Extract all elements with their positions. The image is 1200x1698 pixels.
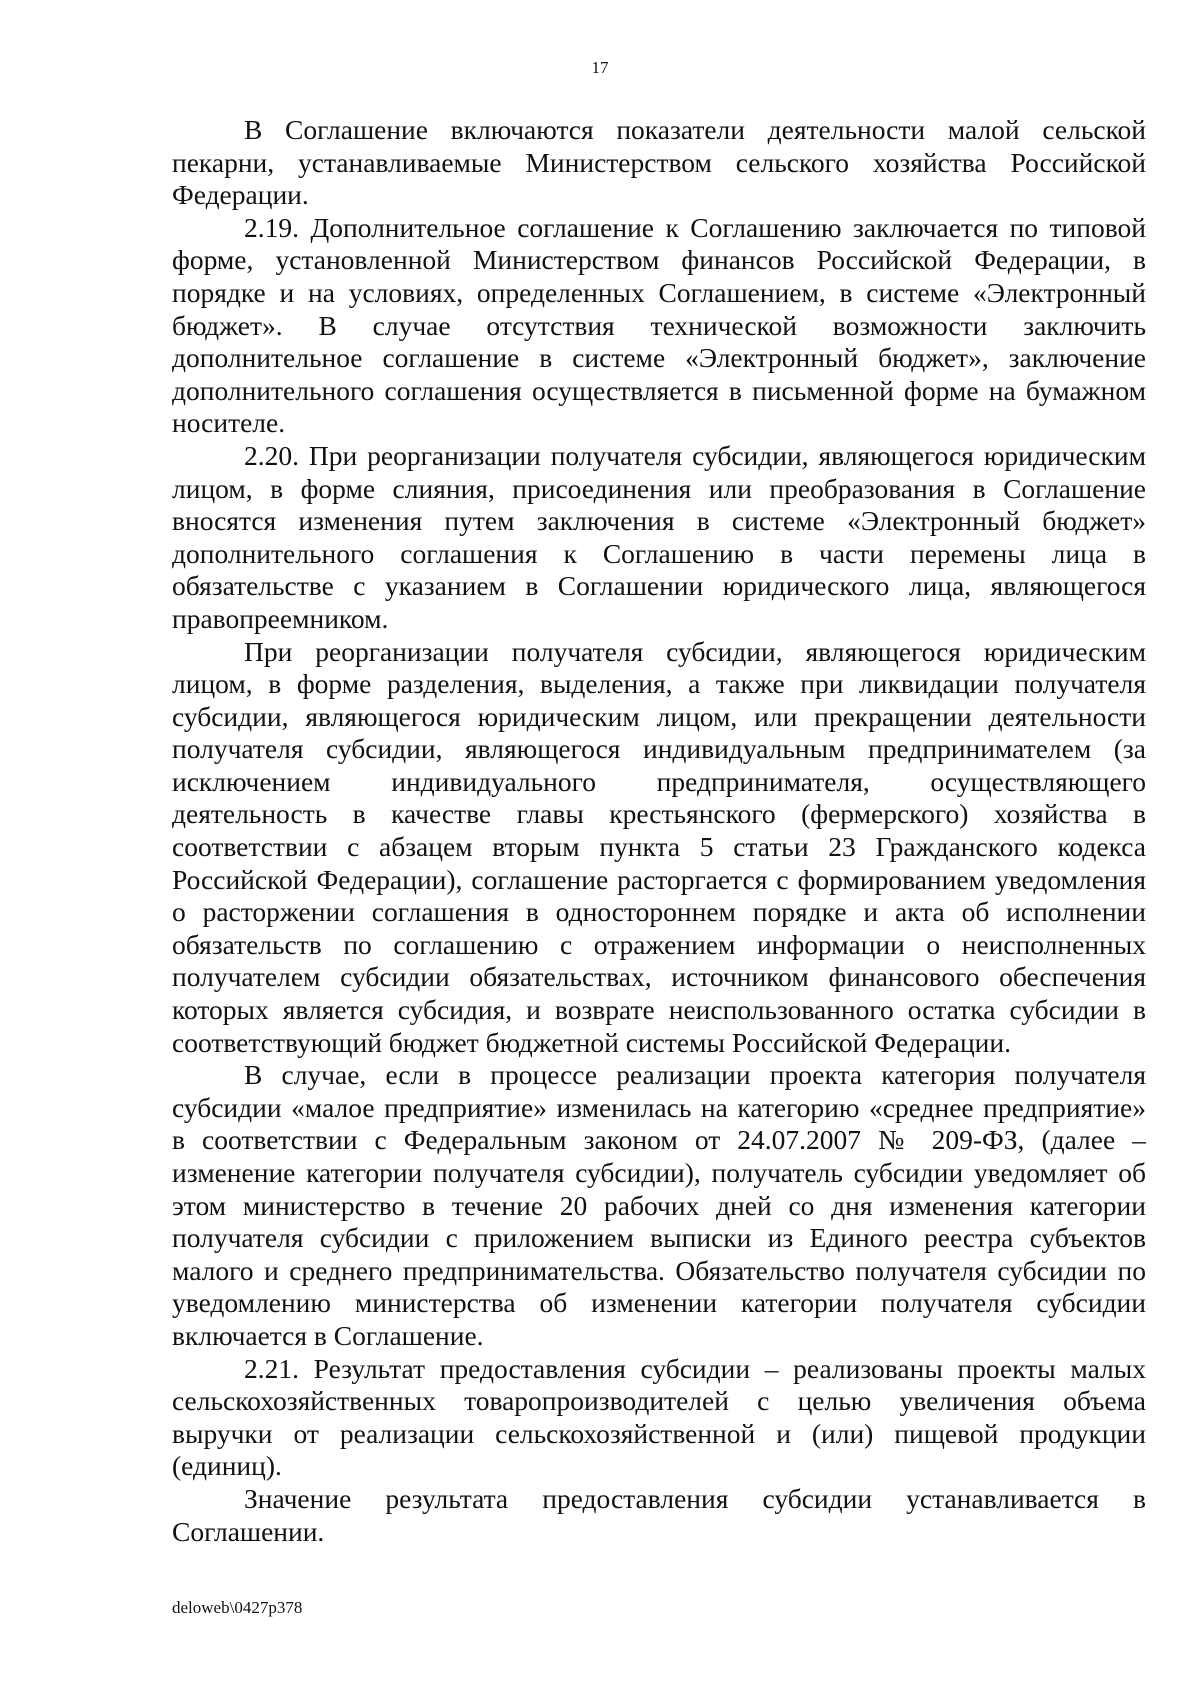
paragraph-2-21: 2.21. Результат предоставления субсидии – реализованы проекты малых сельскохозяйственных товаропроизводителей с целью увеличения объема выручки от реализации сельскохозяйственной и (или) пищевой продукции (единиц). [172,1352,1146,1482]
page-number: 17 [591,58,609,77]
paragraph-2-20: 2.20. При реорганизации получателя субсидии, являющегося юридическим лицом, в форме слияния, присоединения или преобразования в Соглашение вносятся изменения путем заключения в системе «Электронный бюджет» дополнительного соглашения к Соглашению в части перемены лица в обязательстве с указанием в Соглашении юридического лица, являющегося правопреемником. [172,439,1146,634]
paragraph-2-19: 2.19. Дополнительное соглашение к Соглашению заключается по типовой форме, установленной Министерством финансов Российской Федерации, в порядке и на условиях, определенных Соглашением, в системе «Электронный бюджет». В случае отсутствия технической возможности заключить дополнительное соглашение в системе «Электронный бюджет», заключение дополнительного соглашения осуществляется в письменной форме на бумажном носителе. [172,211,1146,439]
paragraph-result-value: Значение результата предоставления субсидии устанавливается в Соглашении. [172,1482,1146,1547]
paragraph-agreement-indicators: В Соглашение включаются показатели деятельности малой сельской пекарни, устанавливаемые Министерством сельского хозяйства Российской Федерации. [172,114,1146,211]
document-body [172,114,1146,1548]
paragraph-reorganization-termination: При реорганизации получателя субсидии, являющегося юридическим лицом, в форме разделения, выделения, а также при ликвидации получателя субсидии, являющегося юридическим лицом, или прекращении деятельности получателя субсидии, являющегося индивидуальным предпринимателем (за исключением индивидуального предпринимателя, осуществляющего деятельность в качестве главы крестьянского (фермерского) хозяйства в соответствии с абзацем вторым пункта 5 статьи 23 Гражданского кодекса Российской Федерации), соглашение расторгается с формированием уведомления о расторжении соглашения в одностороннем порядке и акта об исполнении обязательств по соглашению с отражением информации о неисполненных получателем субсидии обязательствах, источником финансового обеспечения которых является субсидия, и возврате неиспользованного остатка субсидии в соответствующий бюджет бюджетной системы Российской Федерации. [172,635,1146,1058]
paragraph-category-change: В случае, если в процессе реализации проекта категория получателя субсидии «малое предприятие» изменилась на категорию «среднее предприятие» в соответствии с Федеральным законом от 24.07.2007 № 209-ФЗ, (далее – изменение категории получателя субсидии), получатель субсидии уведомляет об этом министерство в течение 20 рабочих дней со дня изменения категории получателя субсидии с приложением выписки из Единого реестра субъектов малого и среднего предпринимательства. Обязательство получателя субсидии по уведомлению министерства об изменении категории получателя субсидии включается в Соглашение. [172,1059,1146,1351]
document-footer-code: deloweb\0427p378 [172,1598,303,1617]
